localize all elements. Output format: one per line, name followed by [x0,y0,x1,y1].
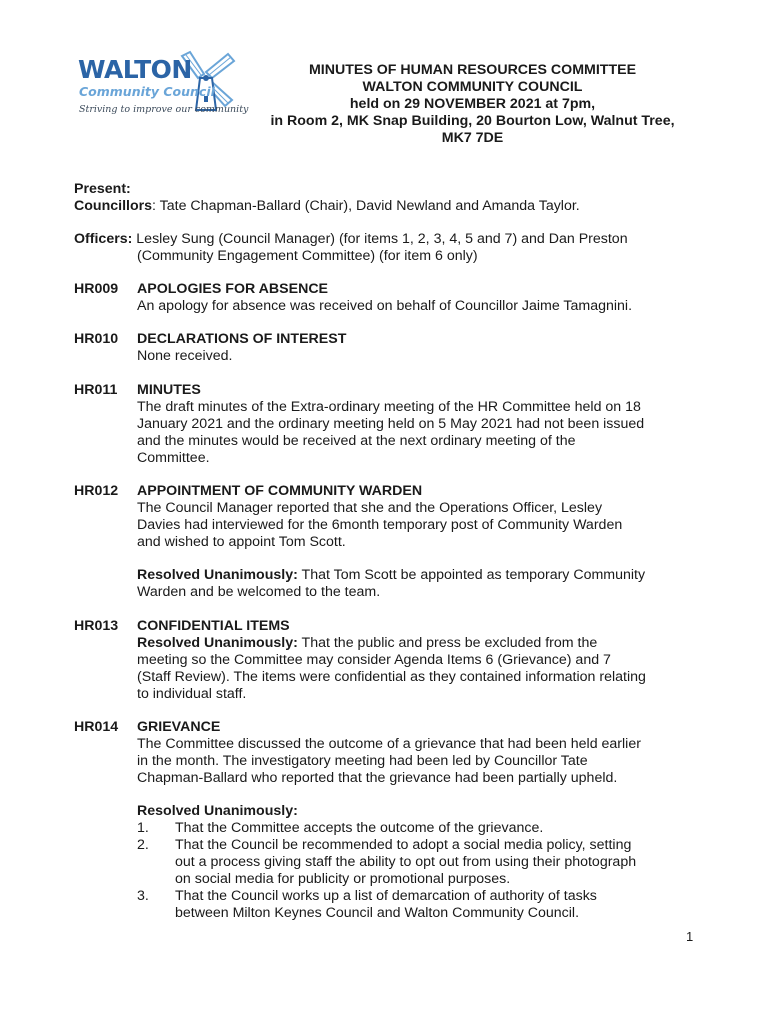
resolution-text: Resolved Unanimously: That the public and press be excluded from the [137,635,598,651]
title-line-4: in Room 2, MK Snap Building, 20 Bourton Low, Walnut Tree, [270,113,675,129]
officers-section [74,231,714,265]
list-number: 1. [137,820,149,836]
item-title: DECLARATIONS OF INTEREST [137,331,347,347]
list-item [137,837,707,888]
title-line-1: MINUTES OF HUMAN RESOURCES COMMITTEE [308,62,637,78]
item-title: CONFIDENTIAL ITEMS [137,618,290,634]
title-line-2: WALTON COMMUNITY COUNCIL [362,79,583,95]
logo-wordmark: WALTON [78,55,192,84]
item-code-hr013: HR013 [74,618,119,634]
list-text: That the Committee accepts the outcome of the grievance. [175,820,544,836]
page-number: 1 [686,929,694,944]
item-text: The Council Manager reported that she and the Operations Officer, Lesley [137,500,603,516]
officers-line-2: (Community Engagement Committee) (for item 6 only) [137,248,478,264]
list-text: on social media for publicity or promotional purposes. [175,871,511,887]
item-text: January 2021 and the ordinary meeting held on 5 May 2021 had not been issued [137,416,645,432]
title-line-3: held on 29 NOVEMBER 2021 at 7pm, [349,96,596,112]
resolved-label: Resolved Unanimously: [137,803,298,819]
councillors-line [74,198,714,215]
item-text: and wished to appoint Tom Scott. [137,534,346,550]
officers-label: Officers: [74,231,133,247]
item-code-hr009: HR009 [74,281,119,297]
present-heading: Present: [74,181,131,197]
logo-tagline: Striving to improve our community [79,104,249,115]
officers-line-1: Lesley Sung (Council Manager) (for items 1, 2, 3, 4, 5 and 7) and Dan Preston [132,231,628,247]
document-title [240,62,705,147]
list-item [137,820,707,837]
item-title: GRIEVANCE [137,719,221,735]
item-text: meeting so the Committee may consider Agenda Items 6 (Grievance) and 7 [137,652,611,668]
list-text: out a process giving staff the ability to opt out from using their photograph [175,854,637,870]
item-title: MINUTES [137,382,201,398]
list-text: between Milton Keynes Council and Walton Community Council. [175,905,580,921]
list-number: 3. [137,888,149,904]
item-hr010 [137,331,707,365]
item-text: Chapman-Ballard who reported that the grievance had been partially upheld. [137,770,618,786]
title-line-5: MK7 7DE [441,130,504,146]
list-text: That the Council be recommended to adopt a social media policy, setting [175,837,632,853]
item-hr013 [137,618,707,703]
item-title: APPOINTMENT OF COMMUNITY WARDEN [137,483,423,499]
item-text: An apology for absence was received on behalf of Councillor Jaime Tamagnini. [137,298,633,314]
resolution-text: Warden and be welcomed to the team. [137,584,381,600]
item-hr011 [137,382,707,467]
resolved-label: Resolved Unanimously: [137,567,298,583]
item-text: Committee. [137,450,210,466]
attendance-section [74,181,714,215]
item-code-hr010: HR010 [74,331,119,347]
item-code-hr012: HR012 [74,483,119,499]
item-title: APOLOGIES FOR ABSENCE [137,281,329,297]
resolution-text: Resolved Unanimously: That Tom Scott be appointed as temporary Community [137,567,646,583]
item-text: The draft minutes of the Extra-ordinary meeting of the HR Committee held on 18 [137,399,641,415]
item-text: (Staff Review). The items were confidential as they contained information relating [137,669,646,685]
item-text: and the minutes would be received at the next ordinary meeting of the [137,433,576,449]
list-number: 2. [137,837,149,853]
item-text: Davies had interviewed for the 6month temporary post of Community Warden [137,517,623,533]
resolved-label: Resolved Unanimously: [137,635,298,651]
item-text: The Committee discussed the outcome of a grievance that had been held earlier [137,736,641,752]
council-logo [76,54,249,134]
item-text: to individual staff. [137,686,247,702]
item-code-hr011: HR011 [74,382,118,398]
item-hr009 [137,281,707,315]
councillors-label: Councillors [74,198,153,214]
logo-subtitle: Community Council [79,84,215,99]
list-item [137,888,707,922]
item-text: in the month. The investigatory meeting had been led by Councillor Tate [137,753,588,769]
list-text: That the Council works up a list of demarcation of authority of tasks [175,888,597,904]
item-text: None received. [137,348,233,364]
councillors-names: : Tate Chapman-Ballard (Chair), David Newland and Amanda Taylor. [152,198,580,214]
item-hr014 [137,719,707,922]
item-hr012 [137,483,707,601]
item-code-hr014: HR014 [74,719,119,735]
